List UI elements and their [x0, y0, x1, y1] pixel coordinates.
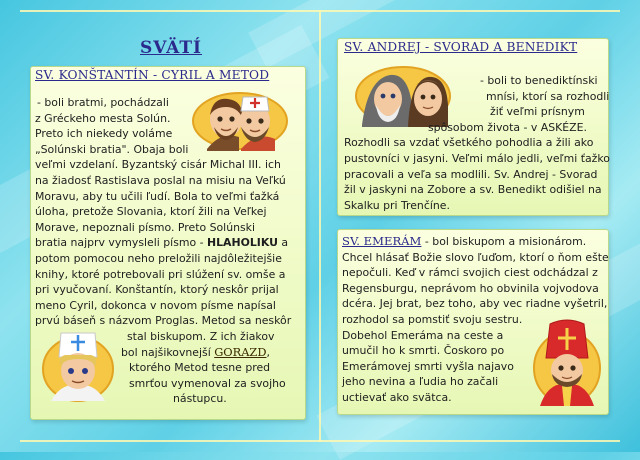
text-line: pracovali a veľa sa modlili. Sv. Andrej - Svorad [344, 167, 598, 181]
text-line: úloha, pretože Slovania, ktorí žili na Veľkej [35, 205, 267, 219]
text-line: Morave, nepoznali písmo. Preto Solúnski [35, 220, 256, 234]
text-line: nástupcu. [173, 392, 227, 406]
gorazd-name: GORAZD [214, 344, 267, 359]
text-line: veľmi vzdelaní. Byzantský cisár Michal III. ich [35, 158, 281, 172]
cyril-methodius-title: SV. KONŠTANTÍN - CYRIL A METOD [35, 68, 270, 82]
text-line: - boli to benediktínski [480, 74, 598, 87]
text-line: Regensburgu, neprávom ho obvinila vojvodova [342, 281, 599, 295]
hlaholika-term: HLAHOLIKU [207, 236, 278, 250]
emeram-panel [337, 229, 609, 415]
text-line: umučil ho k smrti. Čoskoro po [342, 344, 505, 358]
text-line: žil v jaskyni na Zobore a sv. Benedikt odišiel na [344, 183, 602, 197]
text-line: nepočuli. Keď v rámci svojich ciest odchádzal z [342, 266, 598, 280]
text-line: žiť veľmi prísnym [490, 105, 585, 119]
text-line: Chcel hlásať Božie slovo ľuďom, ktorí o ňom ešte [342, 250, 609, 264]
text-line-gorazd [121, 345, 270, 361]
text-line: jeho nevina a ľudia ho začali [342, 375, 499, 389]
text-line: ktorého Metod tesne pred [129, 361, 271, 375]
text-line: smrťou vymenoval za svojho [129, 376, 286, 390]
text-line: rozhodol sa pomstiť svoju sestru. [342, 313, 523, 326]
frame-line-middle [319, 10, 321, 442]
text-line: meno Cyril, dokonca v novom písme napísal [35, 298, 276, 312]
cyril-methodius-portrait-icon [191, 91, 289, 151]
text-line: dcéra. Jej brat, bez toho, aby vec riadne vyšetril, [342, 297, 608, 311]
text-line: stal biskupom. Z ich žiakov [127, 330, 275, 343]
text-line: mnísi, ktorí sa rozhodli [486, 89, 610, 103]
text-line: Skalku pri Trenčíne. [344, 198, 450, 212]
text-line: pustovníci v jasyni. Veľmi málo jedli, veľmi ťažko [344, 152, 610, 165]
text-line: prvú báseň s názvom Proglas. Metod sa neskôr [35, 314, 292, 328]
text-line: knihy, ktoré potrebovali pri slúžení sv. omše a [35, 267, 286, 281]
text-line: uctievať ako svätca. [342, 391, 452, 404]
andrej-benedikt-portrait-icon [354, 65, 452, 127]
text-line: „Solúnski bratia". Obaja boli [35, 142, 189, 156]
text-line-hlaholika [35, 235, 288, 251]
text-line: Emerámovej smrti vyšla najavo [342, 359, 514, 373]
text-fragment: a [277, 236, 289, 250]
text-line: spôsobom života - v ASKÉZE. [428, 120, 587, 134]
andrej-benedikt-title: SV. ANDREJ - SVORAD A BENEDIKT [344, 40, 578, 54]
text-line: Preto ich niekedy voláme [35, 127, 173, 141]
text-line: Dobehol Emeráma na ceste a [342, 328, 504, 342]
text-line: pri vyučovaní. Konštantín, ktorý neskôr prijal [35, 283, 279, 297]
frame-line-bottom [20, 440, 620, 442]
emeram-title-line [342, 234, 586, 250]
page-heading: SVÄTÍ [140, 38, 203, 58]
gorazd-portrait-icon [41, 327, 115, 403]
text-fragment: bratia najprv vymysleli písmo - [35, 236, 207, 250]
text-line: Rozhodli sa vzdať všetkého pohodlia a žili ako [344, 136, 594, 150]
text-line: - boli bratmi, pochádzali [37, 96, 169, 109]
text-fragment: - bol biskupom a misionárom. [421, 235, 587, 248]
andrej-benedikt-panel [337, 38, 609, 216]
text-fragment: , [266, 345, 270, 359]
emeram-title: SV. EMERÁM [342, 234, 422, 248]
cyril-methodius-panel [30, 66, 306, 420]
text-line: na žiadosť Rastislava poslal na misiu na Veľkú [35, 174, 286, 187]
emeram-portrait-icon [532, 316, 602, 406]
text-line: Moravu, aby tu učili ľudí. Bola to veľmi ťažká [35, 189, 280, 203]
text-line: potom pomocou neho preložili najdôležitejšie [35, 252, 282, 265]
text-fragment: bol najšikovnejší [121, 345, 215, 359]
text-line: z Gréckeho mesta Solún. [35, 111, 171, 125]
